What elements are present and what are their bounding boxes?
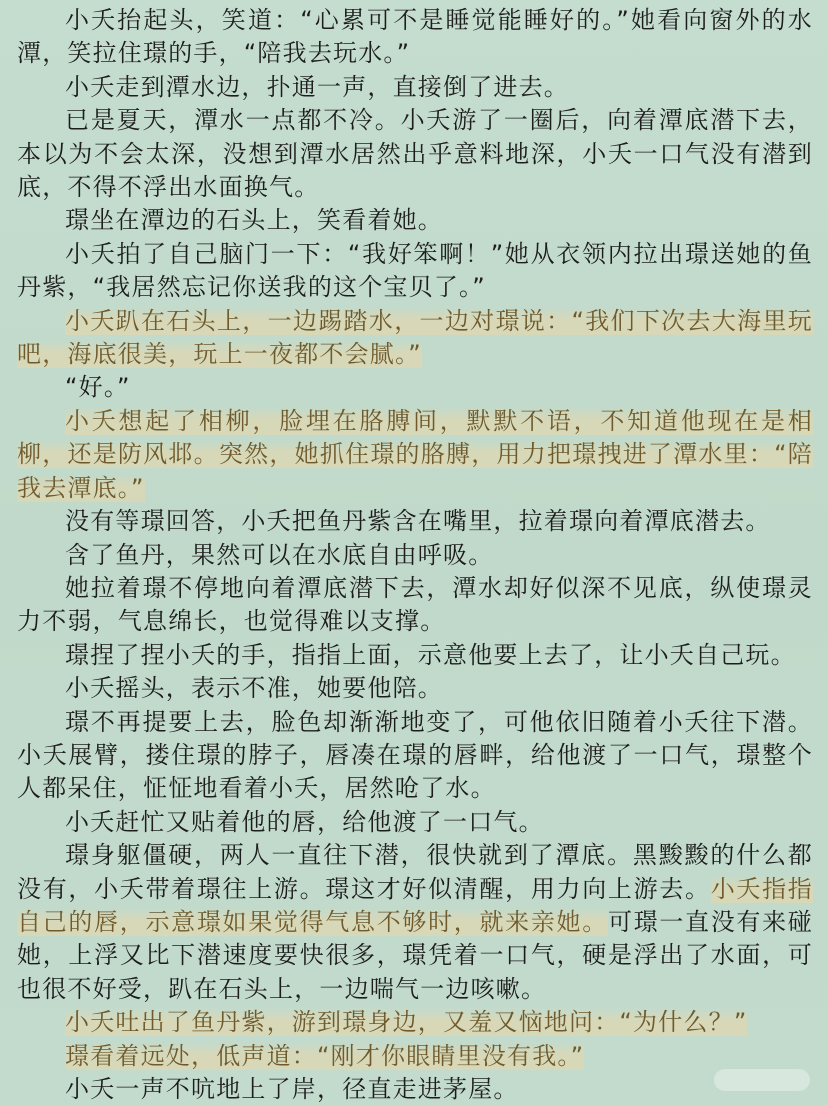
- highlighted-text: 小夭想起了相柳，脸埋在胳膊间，默默不语，不知道他现在是相柳，还是防风邶。突然，她抓住璟的胳膊，用力把璟拽进了潭水里：“陪我去潭底。”: [17, 406, 813, 502]
- paragraph: [17, 4, 813, 71]
- paragraph: [17, 371, 813, 404]
- text-segment: 小夭走到潭水边，扑通一声，直接倒了进去。: [65, 72, 569, 101]
- text-segment: 小夭摇头，表示不准，她要他陪。: [65, 674, 443, 703]
- paragraph: [17, 1040, 813, 1073]
- paragraph: [17, 405, 813, 505]
- text-segment: 璟坐在潭边的石头上，笑看着她。: [65, 206, 443, 235]
- text-segment: 含了鱼丹，果然可以在水底自由呼吸。: [65, 540, 494, 569]
- highlighted-text: 小夭趴在石头上，一边踢踏水，一边对璟说：“我们下次去大海里玩吧，海底很美，玩上一夜都不会腻。”: [17, 306, 813, 369]
- text-segment: 小夭一声不吭地上了岸，径直走进茅屋。: [65, 1075, 519, 1103]
- text-segment: 已是夏天，潭水一点都不冷。小夭游了一圈后，向着潭底潜下去，本以为不会太深，没想到潭水居然出乎意料地深，小夭一口气没有潜到底，不得不浮出水面换气。: [17, 106, 813, 202]
- paragraph: [17, 706, 813, 806]
- paragraph: [17, 71, 813, 104]
- story-text: [17, 4, 813, 1105]
- text-segment: 她拉着璟不停地向着潭底潜下去，潭水却好似深不见底，纵使璟灵力不弱，气息绵长，也觉得难以支撑。: [17, 573, 813, 636]
- text-segment: “好。”: [65, 373, 131, 402]
- text-segment: 璟捏了捏小夭的手，指指上面，示意他要上去了，让小夭自己玩。: [65, 640, 796, 669]
- highlighted-text: 璟看着远处，低声道：“刚才你眼睛里没有我。”: [65, 1041, 585, 1070]
- text-segment: 璟不再提要上去，脸色却渐渐地变了，可他依旧随着小夭往下潜。小夭展臂，搂住璟的脖子，唇凑在璟的唇畔，给他渡了一口气，璟整个人都呆住，怔怔地看着小夭，居然呛了水。: [17, 707, 813, 803]
- highlighted-text: 小夭指指自己的唇，示意璟如果觉得气息不够时，就来亲她。: [17, 874, 813, 936]
- text-segment: 小夭赶忙又贴着他的唇，给他渡了一口气。: [65, 807, 544, 836]
- paragraph: [17, 539, 813, 572]
- watermark-badge: [714, 1069, 810, 1091]
- paragraph: [17, 505, 813, 538]
- text-segment: 没有等璟回答，小夭把鱼丹紫含在嘴里，拉着璟向着潭底潜去。: [65, 507, 771, 536]
- paragraph: [17, 806, 813, 839]
- paragraph: [17, 1073, 813, 1105]
- paragraph: [17, 305, 813, 372]
- paragraph: [17, 238, 813, 305]
- highlighted-text: 小夭吐出了鱼丹紫，游到璟身边，又羞又恼地问：“为什么？”: [65, 1008, 748, 1037]
- paragraph: [17, 104, 813, 204]
- text-segment: 小夭拍了自己脑门一下：“我好笨啊！”她从衣领内拉出璟送她的鱼丹紫，“我居然忘记你送我的这个宝贝了。”: [17, 239, 813, 302]
- paragraph: [17, 572, 813, 639]
- paragraph: [17, 204, 813, 237]
- paragraph: [17, 839, 813, 1006]
- text-segment: 璟身躯僵硬，两人一直往下潜，很快就到了潭底。黑黢黢的什么都没有，小夭带着璟往上游。璟这才好似清醒，用力向上游去。: [17, 841, 813, 903]
- text-segment: 小夭抬起头，笑道：“心累可不是睡觉能睡好的。”她看向窗外的水潭，笑拉住璟的手，“陪我去玩水。”: [17, 6, 813, 68]
- text-segment: 可璟一直没有来碰她，上浮又比下潜速度要快很多，璟凭着一口气，硬是浮出了水面，可也很不好受，趴在石头上，一边喘气一边咳嗽。: [17, 907, 813, 1003]
- paragraph: [17, 672, 813, 705]
- paragraph: [17, 639, 813, 672]
- paragraph: [17, 1006, 813, 1039]
